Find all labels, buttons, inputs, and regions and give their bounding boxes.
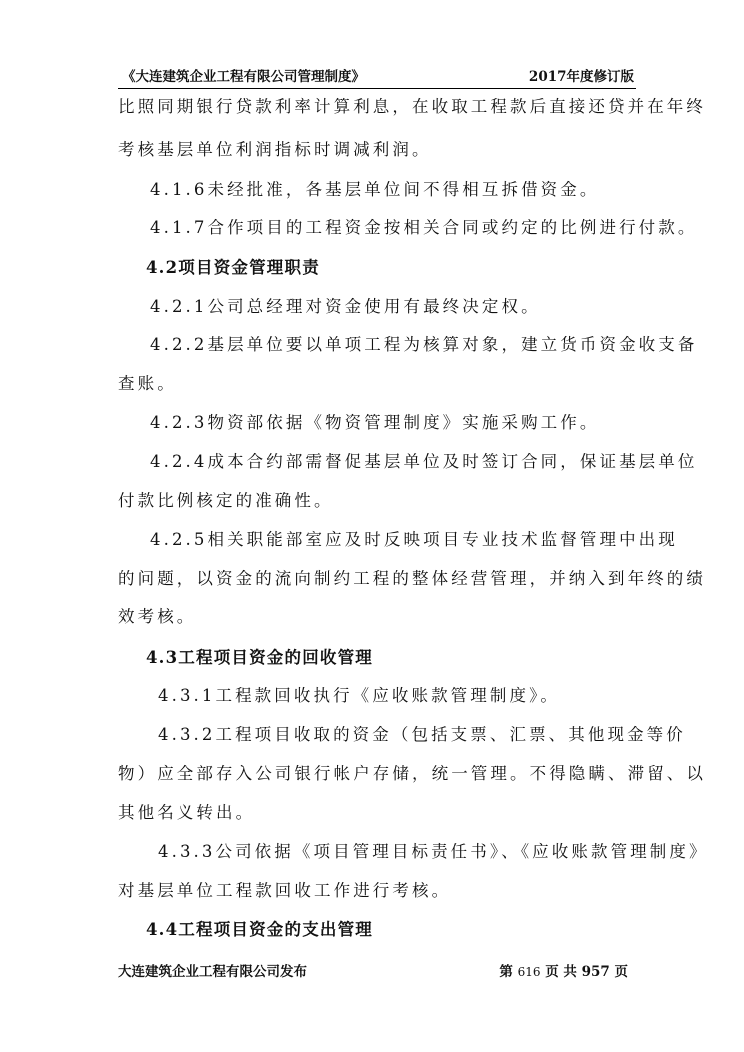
paragraph-line: 的问题，以资金的流向制约工程的整体经营管理，并纳入到年终的绩 [118, 569, 706, 588]
paragraph-line: 其他名义转出。 [118, 803, 256, 822]
current-page-number: 616 [517, 965, 541, 979]
page-indicator: 第 616 页 共 957 页 [499, 964, 628, 980]
section-heading-4-3: 4.3工程项目资金的回收管理 [146, 648, 374, 667]
paragraph-line: 4.3.2工程项目收取的资金（包括支票、汇票、其他现金等价 [158, 725, 686, 744]
page-footer [118, 960, 636, 978]
paragraph-line: 比照同期银行贷款利率计算利息，在收取工程款后直接还贷并在年终 [118, 97, 706, 116]
paragraph-line: 效考核。 [118, 607, 197, 626]
paragraph-line: 考核基层单位利润指标时调减利润。 [118, 140, 432, 159]
section-heading-4-2: 4.2项目资金管理职责 [146, 258, 320, 277]
paragraph-line: 4.1.7合作项目的工程资金按相关合同或约定的比例进行付款。 [150, 218, 698, 237]
paragraph-line: 对基层单位工程款回收工作进行考核。 [118, 881, 452, 900]
paragraph-line: 物）应全部存入公司银行帐户存储，统一管理。不得隐瞒、滞留、以 [118, 764, 706, 783]
paragraph-line: 4.2.5相关职能部室应及时反映项目专业技术监督管理中出现 [150, 530, 678, 549]
paragraph-line: 4.2.2基层单位要以单项工程为核算对象，建立货币资金收支备 [150, 335, 698, 354]
paragraph-line: 4.3.3公司依据《项目管理目标责任书》、《应收账款管理制度》 [158, 842, 709, 861]
publisher-label: 大连建筑企业工程有限公司发布 [118, 964, 307, 980]
paragraph-line: 4.1.6未经批准，各基层单位间不得相互拆借资金。 [150, 180, 600, 199]
section-heading-4-4: 4.4工程项目资金的支出管理 [146, 920, 374, 939]
paragraph-line: 4.2.4成本合约部需督促基层单位及时签订合同，保证基层单位 [150, 452, 698, 471]
document-title: 《大连建筑企业工程有限公司管理制度》 [122, 69, 365, 85]
paragraph-line: 4.2.1公司总经理对资金使用有最终决定权。 [150, 297, 541, 316]
edition-label: 2017年度修订版 [528, 69, 634, 85]
paragraph-line: 4.2.3物资部依据《物资管理制度》实施采购工作。 [150, 413, 600, 432]
paragraph-line: 查账。 [118, 374, 177, 393]
paragraph-line: 付款比例核定的准确性。 [118, 491, 334, 510]
total-pages: 957 [581, 964, 610, 980]
paragraph-line: 4.3.1工程款回收执行《应收账款管理制度》。 [158, 686, 561, 705]
page-header [118, 66, 636, 89]
